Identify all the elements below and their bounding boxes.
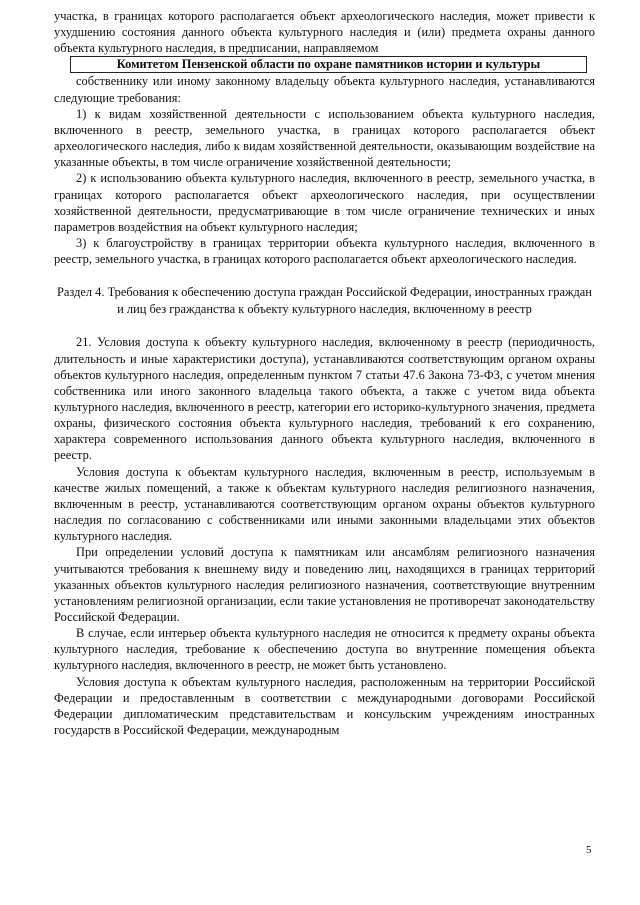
requirement-3: 3) к благоустройству в границах территории объекта культурного наследия, включенного в реестр, земельного участка, в границах которого располагается объект археологического наследия. [54, 236, 595, 267]
document-page [54, 8, 595, 738]
paragraph-residential-access: Условия доступа к объектам культурного наследия, включенным в реестр, используемым в качестве жилых помещений, а также к объектам культурного наследия религиозного назначения, включенным в реестр, устанавливаются соответствующим органом охраны объектов культурного наследия по согласованию с собственниками или иными законными владельцами этих объектов культурного наследия. [54, 464, 595, 544]
paragraph-religious-access: При определении условий доступа к памятникам или ансамблям религиозного назначения учитываются требования к внешнему виду и поведению лиц, находящихся в границах территорий указанных объектов культурного наследия религиозного назначения, соответствующие внутренним установлениям религиозной организации, если такие установления не противоречат законодательству Российской Федерации. [54, 545, 595, 624]
paragraph-21: 21. Условия доступа к объекту культурного наследия, включенному в реестр (периодичность, длительность и иные характеристики доступа), устанавливаются соответствующим органом охраны объектов культурного наследия, определенным пунктом 7 статьи 47.6 Закона 73-ФЗ, с учетом мнения собственника или иного законного владельца такого объекта, а также с учетом вида объекта культурного наследия, включенного в реестр, категории его историко-культурного значения, предмета охраны, физического состояния объекта культурного наследия, требований к его сохранению, характера современного использования данного объекта культурного наследия, включенного в реестр. [54, 335, 595, 463]
paragraph-interior-access: В случае, если интерьер объекта культурного наследия не относится к предмету охраны объекта культурного наследия, требование к обеспечению доступа во внутренние помещения объекта культурного наследия, включенного в реестр, не может быть установлено. [54, 626, 595, 673]
section-heading: Раздел 4. Требования к обеспечению доступа граждан Российской Федерации, иностранных граждан и лиц без гражданства к объекту культурного наследия, включенному в реестр [57, 285, 592, 317]
after-box-paragraph: собственнику или иному законному владельцу объекта культурного наследия, устанавливаются следующие требования: [54, 74, 595, 105]
requirement-1: 1) к видам хозяйственной деятельности с использованием объекта культурного наследия, включенного в реестр, земельного участка, в границах которого располагается объект археологического наследия, либо к видам хозяйственной деятельности, оказывающим воздействие на указанные объекты, в том числе ограничение хозяйственной деятельности; [54, 106, 595, 170]
top-fragment-paragraph: участка, в границах которого располагается объект археологического наследия, может привести к ухудшению состояния данного объекта культурного наследия и (или) предмета охраны данного объекта культурного наследия, в предписании, направляемом [54, 9, 595, 56]
paragraph-diplomatic-access: Условия доступа к объектам культурного наследия, расположенным на территории Российской Федерации и предоставленным в соответствии с международными договорами Российской Федерации дипломатическим представительствам и консульским учреждениям иностранных государств в Российской Федерации, международным [54, 674, 595, 738]
authority-box: Комитетом Пензенской области по охране памятников истории и культуры [70, 56, 587, 73]
requirement-2: 2) к использованию объекта культурного наследия, включенного в реестр, земельного участка, в границах которого располагается объект археологического наследия, при осуществлении хозяйственной деятельности, предусматривающие в том числе ограничение технических и иных параметров воздействия на объект культурного наследия; [54, 171, 595, 234]
page-number: 5 [586, 844, 592, 856]
